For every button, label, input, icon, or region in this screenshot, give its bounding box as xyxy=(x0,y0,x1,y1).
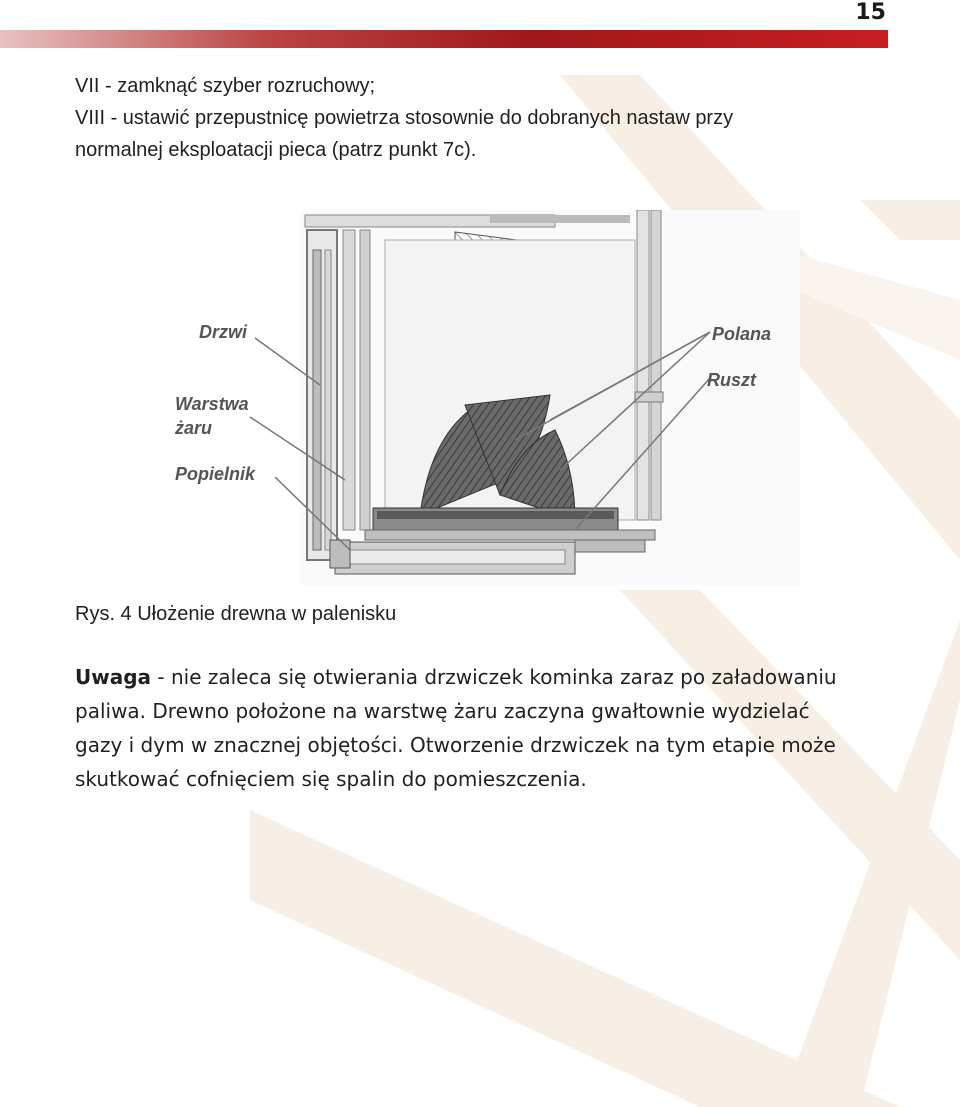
warning-label: Uwaga xyxy=(75,665,152,689)
warning-block xyxy=(75,660,905,796)
firebox-diagram xyxy=(155,210,810,590)
warning-text: paliwa. Drewno położone na warstwę żaru zaczyna gwałtownie wydzielać xyxy=(75,699,810,723)
intro-line: VII - zamknąć szyber rozruchowy; xyxy=(75,75,376,97)
intro-line: normalnej eksploatacji pieca (patrz punkt 7c). xyxy=(75,139,477,161)
door-frame xyxy=(307,230,337,560)
label-logs: Polana xyxy=(712,324,772,344)
header-bar xyxy=(0,30,888,48)
label-ash-pan: Popielnik xyxy=(175,464,256,484)
intro-text xyxy=(75,70,895,166)
figure-caption: Rys. 4 Ułożenie drewna w palenisku xyxy=(75,603,397,625)
label-ember-layer-1: Warstwa xyxy=(175,394,249,414)
label-grate: Ruszt xyxy=(707,370,756,390)
label-door: Drzwi xyxy=(199,322,248,342)
page-number: 15 xyxy=(855,0,886,25)
intro-line: VIII - ustawić przepustnicę powietrza stosownie do dobranych nastaw przy xyxy=(75,107,734,129)
warning-text: - nie zaleca się otwierania drzwiczek kominka zaraz po załadowaniu xyxy=(151,665,837,689)
warning-text: skutkować cofnięciem się spalin do pomieszczenia. xyxy=(75,767,587,791)
label-ember-layer-2: żaru xyxy=(175,418,213,438)
warning-text: gazy i dym w znacznej objętości. Otworzenie drzwiczek na tym etapie może xyxy=(75,733,836,757)
